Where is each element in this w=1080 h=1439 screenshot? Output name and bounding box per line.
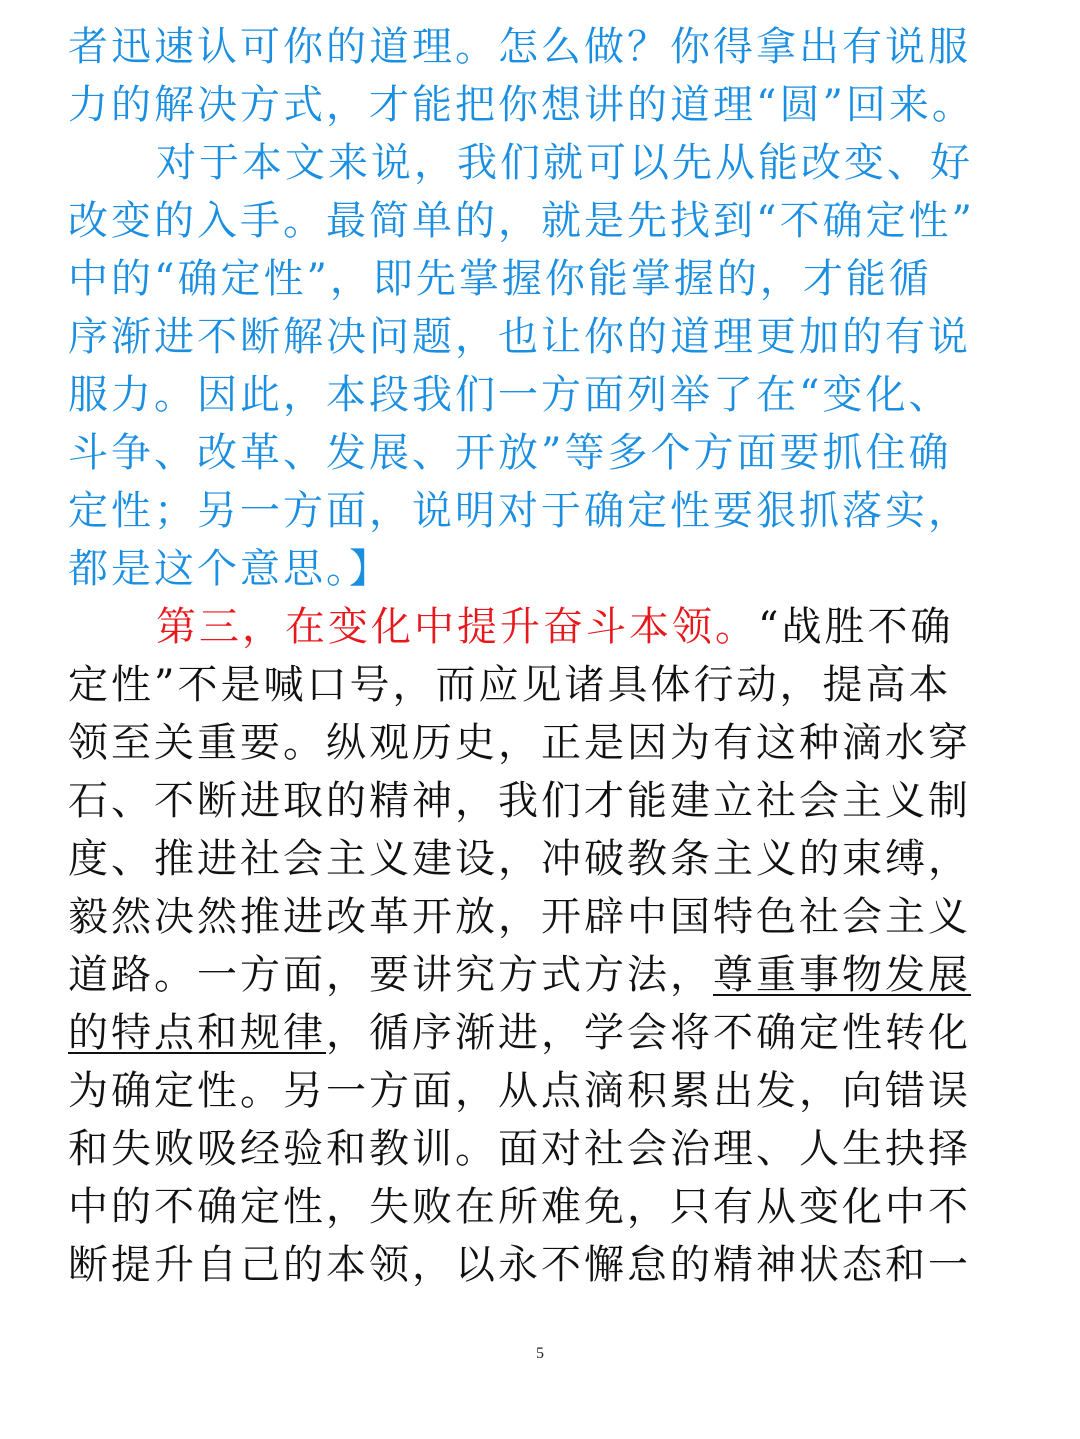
underlined-phrase: 的特点和规律 bbox=[68, 1010, 326, 1056]
annotation-line bbox=[68, 18, 1018, 76]
body-line bbox=[68, 946, 1018, 1004]
text-segment: 和失败吸经验和教训。面对社会治理、人生抉择 bbox=[68, 1126, 971, 1172]
underlined-phrase: 尊重事物发展 bbox=[713, 952, 971, 998]
text-segment: 中的“确定性”，即先掌握你能掌握的，才能循 bbox=[68, 256, 932, 302]
text-segment: 改变的入手。最简单的，就是先找到“不确定性” bbox=[68, 198, 975, 244]
annotation-line bbox=[68, 424, 1018, 482]
annotation-paragraph-start bbox=[68, 134, 1018, 192]
body-line bbox=[68, 830, 1018, 888]
text-segment: 力的解决方式，才能把你想讲的道理“圆”回来。 bbox=[68, 82, 975, 128]
body-line bbox=[68, 1178, 1018, 1236]
section-heading: 第三，在变化中提升奋斗本领。 bbox=[156, 604, 758, 650]
text-segment: 定性；另一方面，说明对于确定性要狠抓落实， bbox=[68, 488, 971, 534]
body-line bbox=[68, 1062, 1018, 1120]
page-number: 5 bbox=[536, 1345, 544, 1362]
text-segment: 毅然决然推进改革开放，开辟中国特色社会主义 bbox=[68, 894, 971, 940]
text-segment: 为确定性。另一方面，从点滴积累出发，向错误 bbox=[68, 1068, 971, 1114]
text-segment: 者迅速认可你的道理。怎么做？你得拿出有说服 bbox=[68, 24, 971, 70]
body-line bbox=[68, 714, 1018, 772]
text-segment: 断提升自己的本领，以永不懈怠的精神状态和一 bbox=[68, 1242, 971, 1288]
annotation-line bbox=[68, 482, 1018, 540]
text-segment: ，循序渐进，学会将不确定性转化 bbox=[326, 1010, 971, 1056]
text-segment: 都是这个意思。】 bbox=[68, 546, 392, 592]
body-line bbox=[68, 1004, 1018, 1062]
body-line bbox=[68, 656, 1018, 714]
body-line bbox=[68, 1120, 1018, 1178]
annotation-line bbox=[68, 192, 1018, 250]
text-segment: 道路。一方面，要讲究方式方法， bbox=[68, 952, 713, 998]
annotation-line bbox=[68, 76, 1018, 134]
text-segment: 对于本文来说，我们就可以先从能改变、好 bbox=[156, 140, 973, 186]
text-segment: 序渐进不断解决问题，也让你的道理更加的有说 bbox=[68, 314, 971, 360]
annotation-line bbox=[68, 308, 1018, 366]
body-line bbox=[68, 772, 1018, 830]
text-segment: “战胜不确 bbox=[758, 604, 954, 650]
section-heading-line bbox=[68, 598, 1018, 656]
text-segment: 中的不确定性，失败在所难免，只有从变化中不 bbox=[68, 1184, 971, 1230]
annotation-line bbox=[68, 250, 1018, 308]
text-segment: 服力。因此，本段我们一方面列举了在“变化、 bbox=[68, 372, 952, 418]
body-line bbox=[68, 888, 1018, 946]
body-line bbox=[68, 1236, 1018, 1294]
text-segment: 定性”不是喊口号，而应见诸具体行动，提高本 bbox=[68, 662, 952, 708]
text-segment: 斗争、改革、发展、开放”等多个方面要抓住确 bbox=[68, 430, 952, 476]
text-segment: 领至关重要。纵观历史，正是因为有这种滴水穿 bbox=[68, 720, 971, 766]
document-body bbox=[68, 18, 1018, 1294]
text-segment: 石、不断进取的精神，我们才能建立社会主义制 bbox=[68, 778, 971, 824]
annotation-line bbox=[68, 366, 1018, 424]
text-segment: 度、推进社会主义建设，冲破教条主义的束缚， bbox=[68, 836, 971, 882]
annotation-line bbox=[68, 540, 1018, 598]
